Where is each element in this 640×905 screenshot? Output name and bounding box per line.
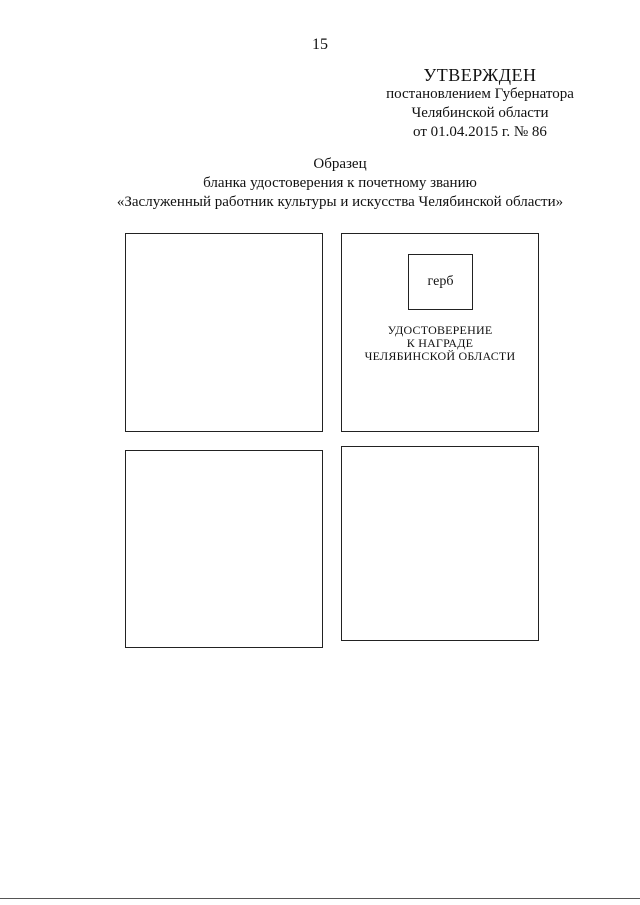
cover-title-line-3: ЧЕЛЯБИНСКОЙ ОБЛАСТИ	[364, 349, 516, 363]
emblem-placeholder	[408, 254, 473, 310]
cover-title	[342, 324, 538, 363]
approval-title: УТВЕРЖДЕН	[423, 65, 537, 85]
heading-line-2: бланка удостоверения к почетному званию	[203, 175, 477, 191]
cover-panel	[341, 233, 539, 432]
page-bottom-rule	[0, 898, 640, 899]
approval-line-1: постановлением Губернатора	[386, 86, 574, 102]
approval-line-3: от 01.04.2015 г. № 86	[413, 124, 547, 140]
approval-line-2: Челябинской области	[411, 105, 549, 121]
approval-stamp	[360, 66, 600, 142]
cover-title-line-2: К НАГРАДЕ	[406, 336, 474, 350]
emblem-label: герб	[427, 274, 454, 289]
blank-panel-bottom-left	[125, 450, 323, 648]
heading-line-1: Образец	[313, 156, 367, 172]
cover-title-line-1: УДОСТОВЕРЕНИЕ	[387, 323, 493, 337]
document-heading	[60, 155, 620, 212]
blank-panel-bottom-right	[341, 446, 539, 641]
blank-panel-top-left	[125, 233, 323, 432]
heading-line-3: «Заслуженный работник культуры и искусства Челябинской области»	[116, 194, 564, 210]
page-number: 15	[312, 36, 328, 53]
